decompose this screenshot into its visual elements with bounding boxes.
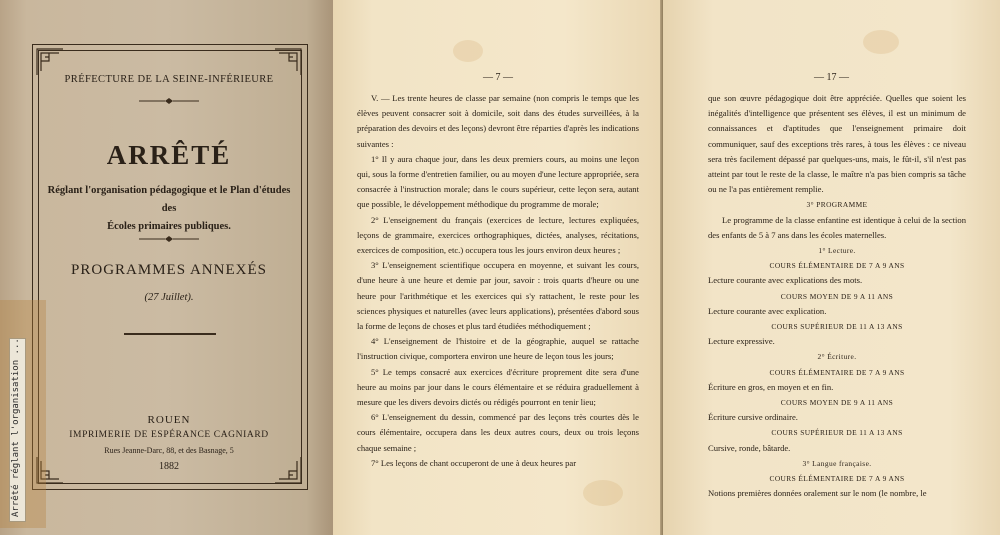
divider-rule: [124, 333, 216, 335]
foxing-stain: [453, 40, 483, 62]
document-subtitle: [40, 182, 298, 236]
document-title: ARRÊTÉ: [106, 140, 232, 170]
printer-name: IMPRIMERIE DE ESPÉRANCE CAGNIARD: [69, 430, 269, 440]
paragraph: V. — Les trente heures de classe par semaine (non compris le temps que les élèves peuvent consacrer soit à domicile, soit dans des études surveillées, à la préparation des devoirs et des leçons) devront être réparties d'après les indications suivantes :: [357, 93, 639, 149]
library-spine-label: [9, 338, 26, 522]
paragraph: 2° L'enseignement du français (exercices de lecture, lectures expliquées, leçons de grammaire, exercices orthographiques, dictées, analyses, récitations, exercices de composition, etc.) occupera tous les jours environ deux heures ;: [357, 214, 639, 256]
subtitle-line: Écoles primaires publiques.: [107, 221, 231, 232]
course-heading: COURS ÉLÉMENTAIRE DE 7 A 9 ANS: [769, 474, 905, 484]
section-heading: 3° PROGRAMME: [806, 200, 868, 210]
printer-address: Rues Jeanne-Darc, 88, et des Basnage, 5: [104, 446, 234, 455]
corner-ornament-icon: [273, 47, 303, 77]
course-heading: COURS MOYEN DE 9 A 11 ANS: [780, 398, 894, 408]
course-heading: COURS MOYEN DE 9 A 11 ANS: [780, 291, 894, 301]
subtitle-line: Réglant l'organisation pédagogique et le Plan d'études des: [47, 185, 291, 214]
page-number: — 17 —: [814, 72, 849, 83]
course-heading: COURS ÉLÉMENTAIRE DE 7 A 9 ANS: [769, 261, 905, 271]
page-body: [708, 91, 966, 501]
spine-label-text: Arrêté réglant l'organisation ...: [11, 338, 21, 517]
paragraph: 1° Il y aura chaque jour, dans les deux premiers cours, au moins une leçon qui, sous la forme d'entretien familier, ou au moyen d'une lecture appropriée, sera consacrée à l'instruction morale; dans le cours supérieur, cette leçon sera, autant que possible, le développement méthodique du programme de morale;: [357, 153, 639, 210]
publication-year: 1882: [159, 461, 179, 472]
course-text: Lecture courante avec explications des mots.: [708, 275, 863, 286]
subsection-heading: 3° Langue française.: [802, 458, 872, 468]
divider-ornament-icon: [139, 98, 199, 104]
course-text: Notions premières données oralement sur le nom (le nombre, le: [708, 488, 927, 499]
paragraph: 7° Les leçons de chant occuperont de une à deux heures par: [371, 457, 577, 468]
course-text: Écriture cursive ordinaire.: [708, 412, 798, 423]
cover-page: [0, 0, 333, 535]
divider-ornament-icon: [139, 236, 199, 242]
paragraph: 3° L'enseignement scientifique occupera en moyenne, et suivant les cours, d'une heure à une heure et demie par jour, savoir : trois quarts d'heure ou une heure pour l'arithmétique et les exercices qui s'y rattachent, le reste pour les sciences physiques et naturelles (avec leurs applications), présentées d'abord sous la forme de leçons de choses et plus tard étudiées méthodiquement ;: [357, 260, 639, 332]
corner-ornament-icon: [35, 47, 65, 77]
page-body: [357, 91, 639, 471]
publisher-city: ROUEN: [147, 414, 191, 426]
paragraph: 6° L'enseignement du dessin, commencé par des leçons très courtes dès le cours élémentaire, occupera dans les deux autres cours, deux ou trois leçons chaque semaine ;: [357, 412, 639, 453]
paragraph: Le programme de la classe enfantine est identique à celui de la section des enfants de 5 à 7 ans dans les écoles maternelles.: [708, 214, 966, 240]
programmes-heading: PROGRAMMES ANNEXÉS: [71, 262, 267, 278]
subsection-heading: 1° Lecture.: [818, 246, 856, 256]
paragraph: que son œuvre pédagogique doit être appréciée. Quelles que soient les inégalités d'intelligence que présentent ses élèves, il est un minimum de connaissances et d'aptitudes que l'enseignement primaire doit communiquer, sauf des exceptions très rares, à tous les élèves : ce niveau sera très facilement dépassé par quelques-uns, mais, le fût-il, s'il n'est pas atteint par tout le reste de la classe, le maître n'a pas bien compris sa tâche ou ne l'a pas entièrement remplie.: [708, 93, 966, 195]
document-date: (27 Juillet).: [144, 292, 194, 303]
page-number: — 7 —: [483, 72, 513, 83]
paragraph: 5° Le temps consacré aux exercices d'écriture proprement dite sera d'une heure au moins par jour dans le cours élémentaire et se réduira graduellement à mesure que les divers devoirs dictés ou rédigés pourront en tenir lieu;: [357, 366, 639, 408]
page-17: [663, 0, 1000, 535]
course-text: Lecture courante avec explication.: [708, 305, 827, 316]
page-7: [333, 0, 663, 535]
course-heading: COURS ÉLÉMENTAIRE DE 7 A 9 ANS: [769, 367, 905, 377]
course-text: Écriture en gros, en moyen et en fin.: [708, 381, 834, 392]
foxing-stain: [863, 30, 899, 54]
course-text: Lecture expressive.: [708, 336, 775, 347]
paragraph: 4° L'enseignement de l'histoire et de la géographie, auquel se rattache l'instruction civique, comportera environ une heure de leçon tous les jours;: [357, 336, 639, 362]
course-heading: COURS SUPÉRIEUR DE 11 A 13 ANS: [771, 322, 903, 332]
subsection-heading: 2° Écriture.: [817, 352, 857, 362]
prefecture-heading: PRÉFECTURE DE LA SEINE-INFÉRIEURE: [64, 74, 274, 85]
foxing-stain: [583, 480, 623, 506]
course-text: Cursive, ronde, bâtarde.: [708, 442, 791, 453]
course-heading: COURS SUPÉRIEUR DE 11 A 13 ANS: [771, 428, 903, 438]
